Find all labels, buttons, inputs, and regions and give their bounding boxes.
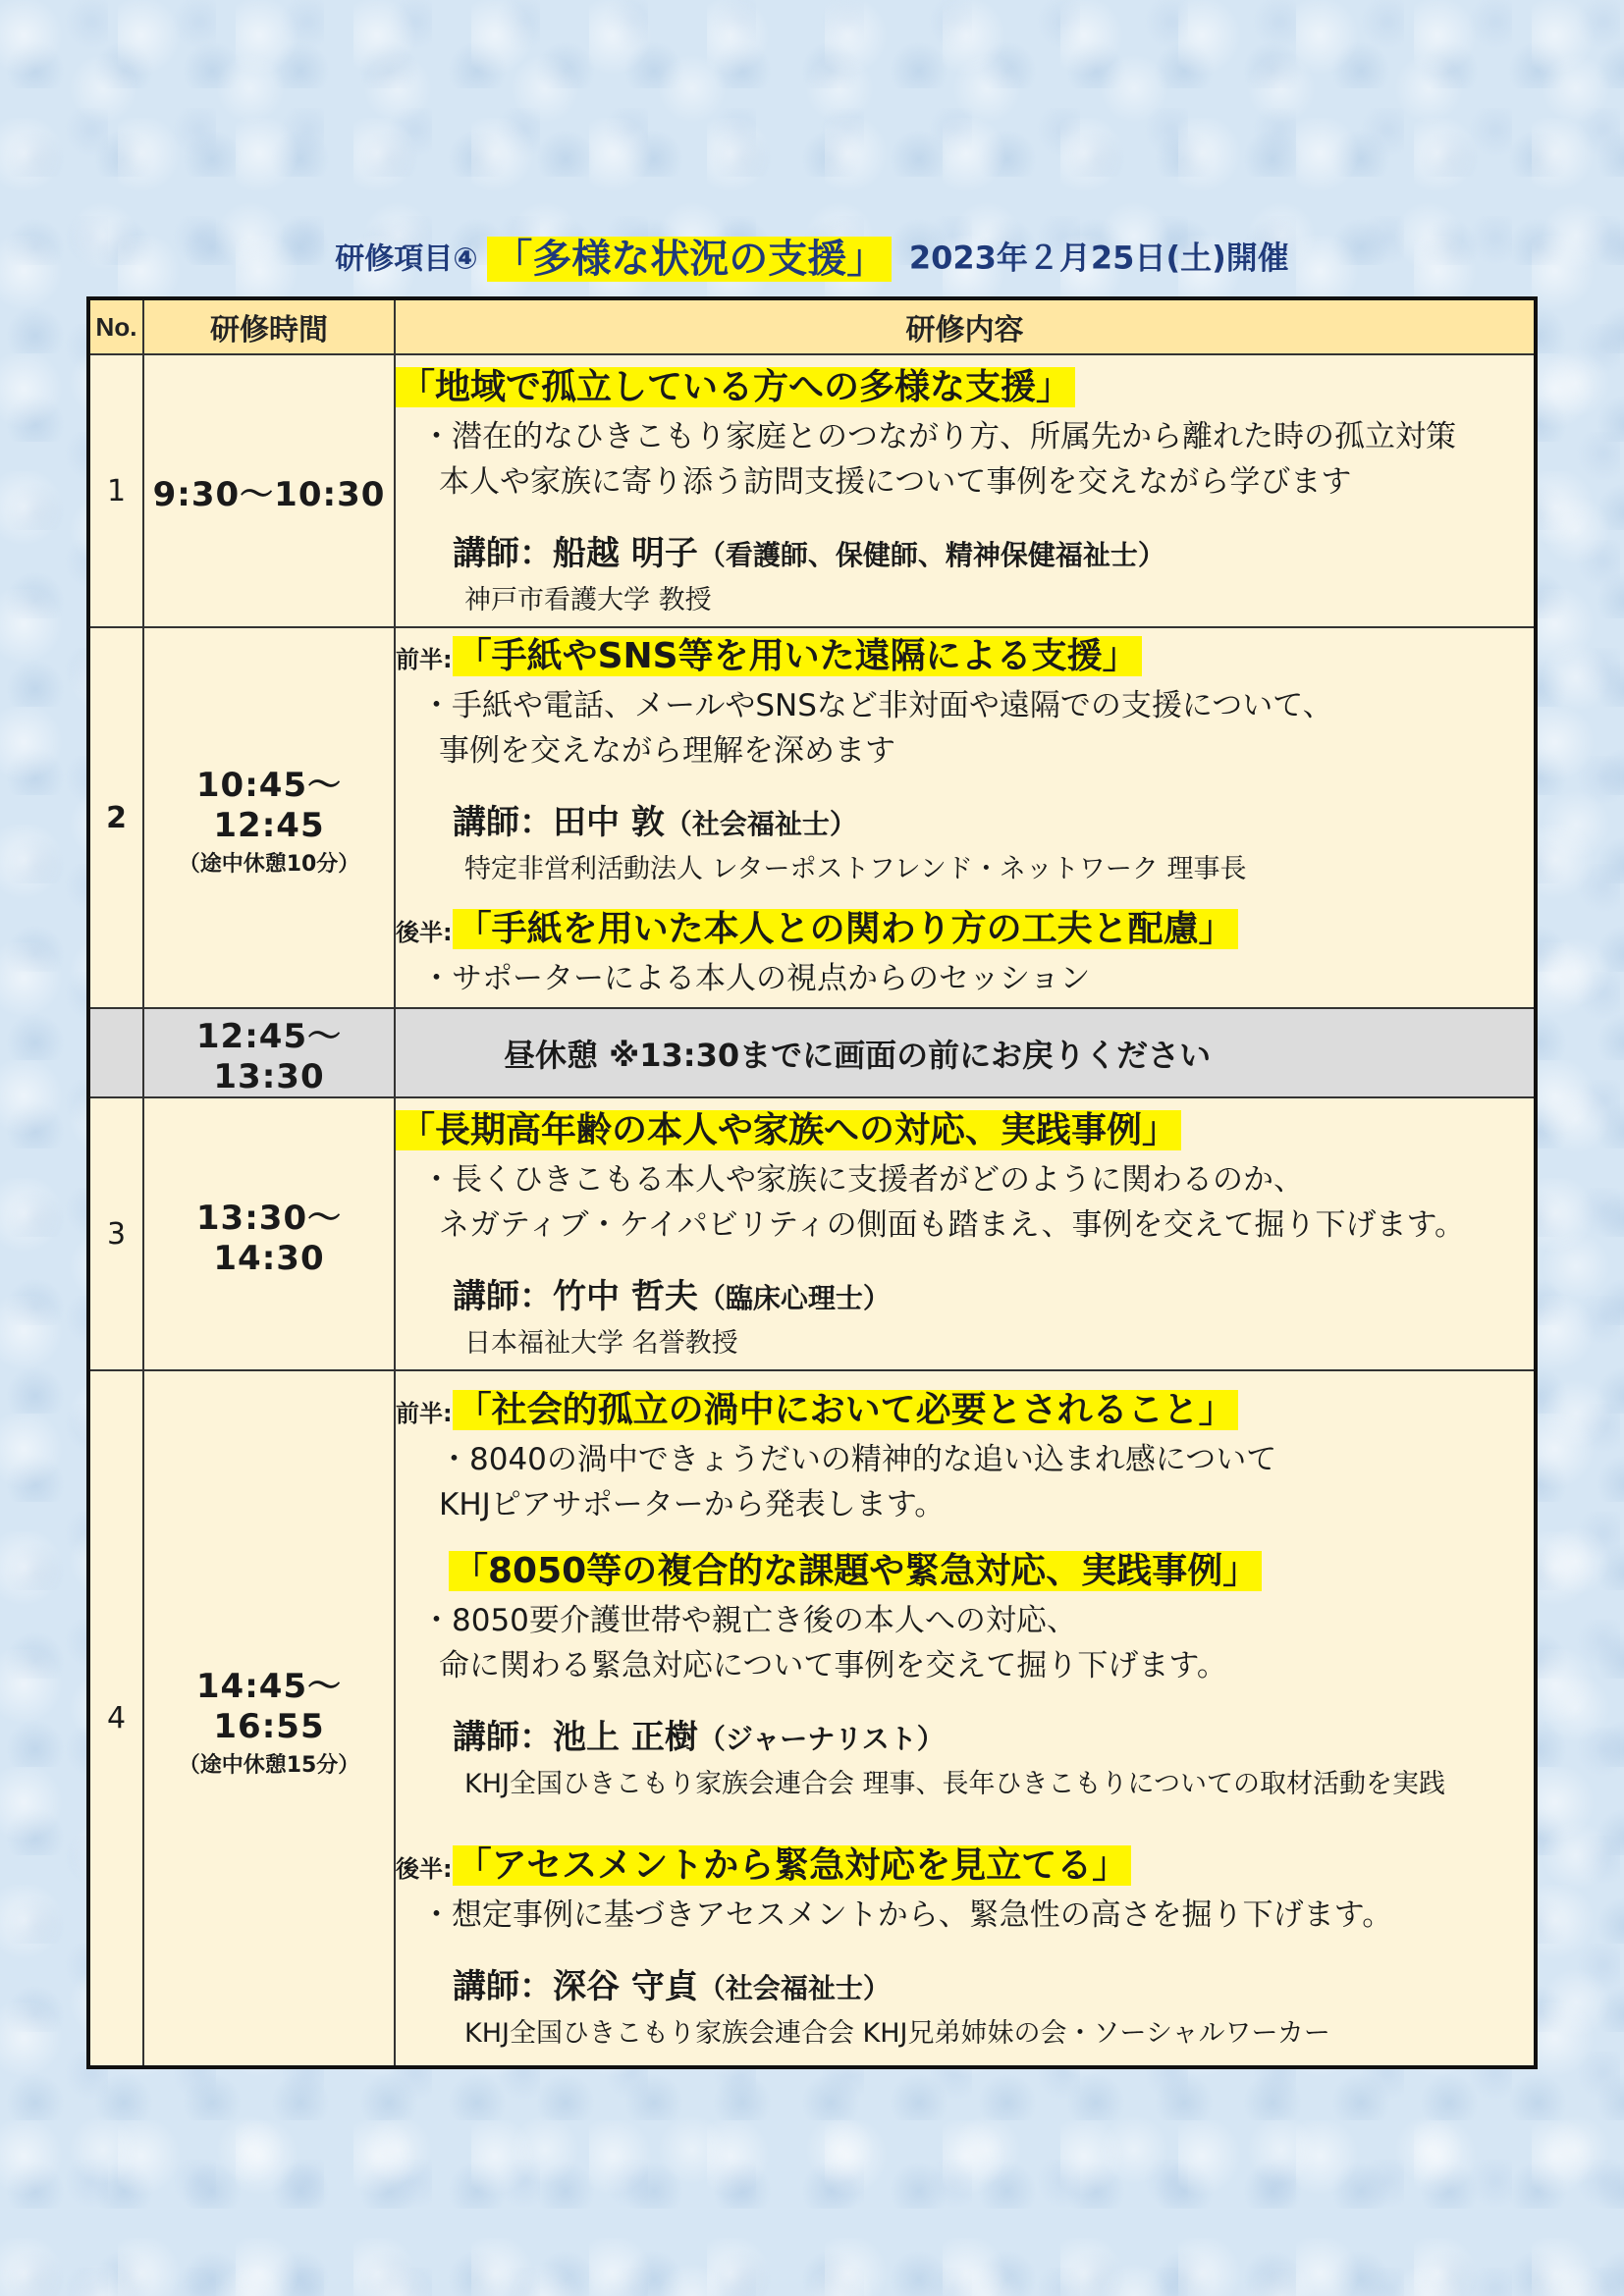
session-desc: ・サポーターによる本人の視点からのセッション — [421, 961, 1091, 996]
table-row — [88, 627, 1536, 1008]
time-note: （途中休憩15分） — [178, 1752, 360, 1778]
table-header-row — [88, 298, 1536, 354]
session-prefix: 前半: — [396, 1399, 453, 1427]
lecturer-name: 講師：池上 正樹 — [453, 1717, 698, 1757]
session-desc: ・8050要介護世帯や親亡き後の本人への対応、 — [421, 1602, 1077, 1638]
row-time — [143, 354, 395, 627]
row-time — [143, 1097, 395, 1370]
row-time — [143, 627, 395, 1008]
time-text: 10:45～12:45 — [195, 766, 343, 845]
col-header-no: No. — [88, 298, 143, 354]
session-prefix: 前半: — [396, 646, 453, 673]
col-header-time: 研修時間 — [143, 298, 395, 354]
session-title: 「長期高年齢の本人や家族への対応、実践事例」 — [396, 1110, 1181, 1150]
session-desc: 事例を交えながら理解を深めます — [439, 733, 895, 769]
table-row — [88, 1097, 1536, 1370]
lecturer-qual: （社会福祉士） — [664, 808, 857, 840]
lecturer-affiliation: 神戸市看護大学 教授 — [464, 585, 712, 615]
time-note: （途中休憩10分） — [178, 852, 360, 877]
session-desc: 本人や家族に寄り添う訪問支援について事例を交えながら学びます — [439, 464, 1352, 500]
lecturer-affiliation: 特定非営利活動法人 レターポストフレンド・ネットワーク 理事長 — [464, 854, 1247, 884]
lunch-time: 12:45～13:30 — [143, 1008, 395, 1097]
row-number: 1 — [88, 354, 143, 627]
lecturer — [453, 795, 1534, 843]
session-title: 「手紙を用いた本人との関わり方の工夫と配慮」 — [453, 909, 1238, 949]
lecturer-name: 講師：深谷 守貞 — [453, 1966, 698, 2006]
title-main: 「多様な状況の支援」 — [487, 237, 892, 282]
row-content — [395, 627, 1536, 1008]
row-content — [395, 1097, 1536, 1370]
lunch-row — [88, 1008, 1536, 1097]
time-text: 9:30～10:30 — [152, 474, 386, 514]
col-header-content: 研修内容 — [395, 298, 1536, 354]
row-number: 4 — [88, 1370, 143, 2067]
title-date: 2023年２月25日(土)開催 — [908, 239, 1289, 277]
lecturer — [453, 1959, 1534, 2007]
lecturer-name: 講師：船越 明子 — [453, 534, 698, 573]
lecturer-qual: （臨床心理士） — [697, 1282, 891, 1314]
page-title — [0, 228, 1624, 287]
table-row — [88, 1370, 1536, 2067]
lecturer-name: 講師：竹中 哲夫 — [453, 1277, 698, 1316]
time-text: 14:45～16:55 — [195, 1666, 343, 1746]
session-title: 「手紙やSNS等を用いた遠隔による支援」 — [453, 636, 1142, 676]
session-prefix: 後半: — [396, 1854, 453, 1883]
row-time — [143, 1370, 395, 2067]
row-number: 2 — [88, 627, 143, 1008]
session-desc: ネガティブ・ケイパビリティの側面も踏まえ、事例を交えて掘り下げます。 — [439, 1207, 1466, 1243]
lunch-text: 昼休憩 ※13:30までに画面の前にお戻りください — [395, 1008, 1536, 1097]
lecturer-qual: （ジャーナリスト） — [697, 1722, 945, 1755]
session-desc: ・潜在的なひきこもり家庭とのつながり方、所属先から離れた時の孤立対策 — [421, 419, 1456, 454]
session-desc: KHJピアサポーターから発表します。 — [439, 1486, 946, 1522]
session-title: 「8050等の複合的な課題や緊急対応、実践事例」 — [449, 1551, 1262, 1591]
row-content — [395, 1370, 1536, 2067]
session-desc: ・想定事例に基づきアセスメントから、緊急性の高さを掘り下げます。 — [421, 1896, 1393, 1933]
lecturer-affiliation: 日本福祉大学 名誉教授 — [464, 1328, 738, 1359]
lecturer-qual: （看護師、保健師、精神保健福祉士） — [697, 539, 1165, 571]
row-content — [395, 354, 1536, 627]
title-lead: 研修項目④ — [335, 241, 478, 277]
lecturer-qual: （社会福祉士） — [697, 1971, 891, 2004]
session-title: 「社会的孤立の渦中において必要とされること」 — [453, 1390, 1238, 1430]
session-title: 「アセスメントから緊急対応を見立てる」 — [453, 1845, 1132, 1886]
session-desc: ・手紙や電話、メールやSNSなど非対面や遠隔での支援について、 — [421, 688, 1333, 723]
session-desc: ・長くひきこもる本人や家族に支援者がどのように関わるのか、 — [421, 1162, 1304, 1198]
lecturer — [453, 1269, 1534, 1317]
lunch-no — [88, 1008, 143, 1097]
row-number: 3 — [88, 1097, 143, 1370]
lecturer — [453, 526, 1534, 574]
session-title: 「地域で孤立している方への多様な支援」 — [396, 367, 1075, 407]
lecturer — [453, 1710, 1534, 1758]
lecturer-affiliation: KHJ全国ひきこもり家族会連合会 KHJ兄弟姉妹の会・ソーシャルワーカー — [464, 2017, 1330, 2049]
table-row — [88, 354, 1536, 627]
lecturer-name: 講師：田中 敦 — [453, 803, 665, 842]
schedule-table — [86, 296, 1538, 2069]
time-text: 13:30～14:30 — [195, 1198, 343, 1278]
lecturer-affiliation: KHJ全国ひきこもり家族会連合会 理事、長年ひきこもりについての取材活動を実践 — [464, 1768, 1446, 1799]
session-desc: ・8040の渦中できょうだいの精神的な追い込まれ感について — [439, 1441, 1277, 1477]
session-prefix: 後半: — [396, 919, 453, 946]
session-desc: 命に関わる緊急対応について事例を交えて掘り下げます。 — [439, 1647, 1227, 1683]
